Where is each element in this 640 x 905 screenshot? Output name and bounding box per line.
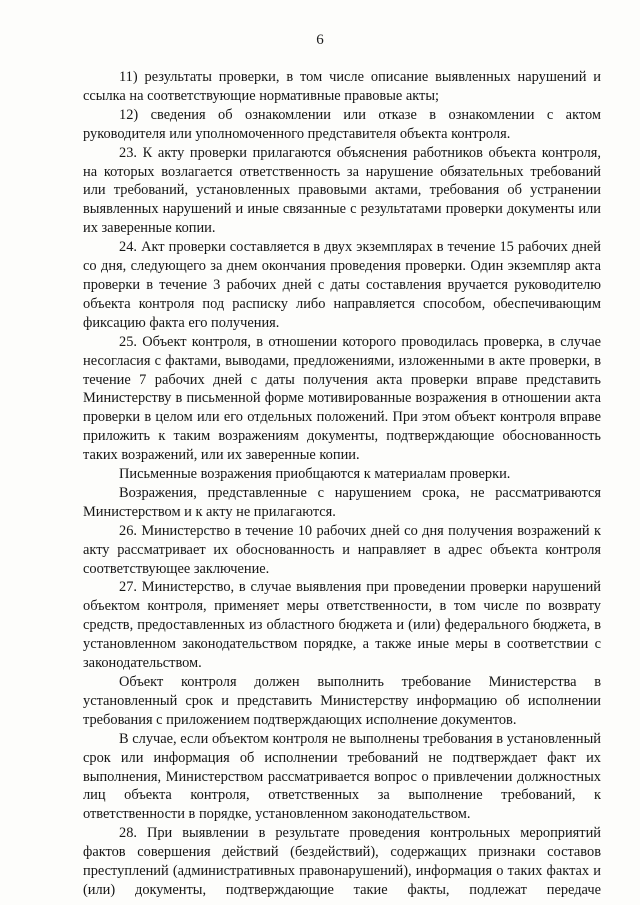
paragraph-clause-23: 23. К акту проверки прилагаются объяснения работников объекта контроля, на которых возлагается ответственность за нарушение обязательных требований или требований, установленных правовыми актами, требования об устранении выявленных нарушений и иные связанные с результатами проверки документы или их заверенные копии. <box>83 144 601 237</box>
paragraph-written-objections: Письменные возражения приобщаются к материалам проверки. <box>119 466 511 483</box>
paragraph-clause-26: 26. Министерство в течение 10 рабочих дней со дня получения возражений к акту рассматривает их обоснованность и направляет в адрес объекта контроля соответствующее заключение. <box>83 522 601 577</box>
paragraph-item-12: 12) сведения об ознакомлении или отказе в ознакомлении с актом руководителя или уполномоченного представителя объекта контроля. <box>83 106 601 142</box>
paragraph-clause-24: 24. Акт проверки составляется в двух экземплярах в течение 15 рабочих дней со дня, следующего за днем окончания проведения проверки. Один экземпляр акта проверки в течение 3 рабочих дней с даты составления вручается руководителю объекта контроля под расписку либо направляется способом, обеспечивающим фиксацию факта его получения. <box>83 239 601 331</box>
paragraph-requirement-fulfilment: Объект контроля должен выполнить требование Министерства в установленный срок и представить Министерству информацию об исполнении требования с приложением подтверждающих исполнение документов. <box>83 674 601 728</box>
paragraph-item-11: 11) результаты проверки, в том числе описание выявленных нарушений и ссылка на соответствующие нормативные правовые акты; <box>83 69 601 104</box>
paragraph-clause-28: 28. При выявлении в результате проведения контрольных мероприятий фактов совершения действий (бездействий), содержащих признаки составов преступлений (административных правонарушений), информация о таких фактах и (или) документы, подтверждающие такие факты, подлежат передаче <box>83 825 601 898</box>
paragraph-clause-25: 25. Объект контроля, в отношении которого проводилась проверка, в случае несогласия с фактами, выводами, предложениями, изложенными в акте проверки, в течение 7 рабочих дней с даты получения акта проверки вправе представить Министерству в письменной форме мотивированные возражения в отношении акта проверки в целом или его отдельных положений. При этом объект контроля вправе приложить к таким возражениям документы, подтверждающие обоснованность таких возражений, или их заверенные копии. <box>83 333 601 464</box>
paragraph-late-objections: Возражения, представленные с нарушением срока, не рассматриваются Министерством и к акту не прилагаются. <box>83 484 601 520</box>
paragraph-non-fulfilment: В случае, если объектом контроля не выполнены требования в установленный срок или информация об исполнении требований не подтверждает факт их выполнения, Министерством рассматривается вопрос о привлечении должностных лиц объекта контроля, ответственных за выполнение требований, к ответственности в порядке, установленном законодательством. <box>83 730 601 823</box>
paragraph-clause-27: 27. Министерство, в случае выявления при проведении проверки нарушений объектом контроля, применяет меры ответственности, в том числе по возврату средств, предоставленных из областного бюджета и (или) федерального бюджета, в установленном законодательством порядке, а также иные меры в соответствии с законодательством. <box>83 579 601 672</box>
document-body <box>83 68 601 900</box>
page-number: 6 <box>316 32 324 48</box>
